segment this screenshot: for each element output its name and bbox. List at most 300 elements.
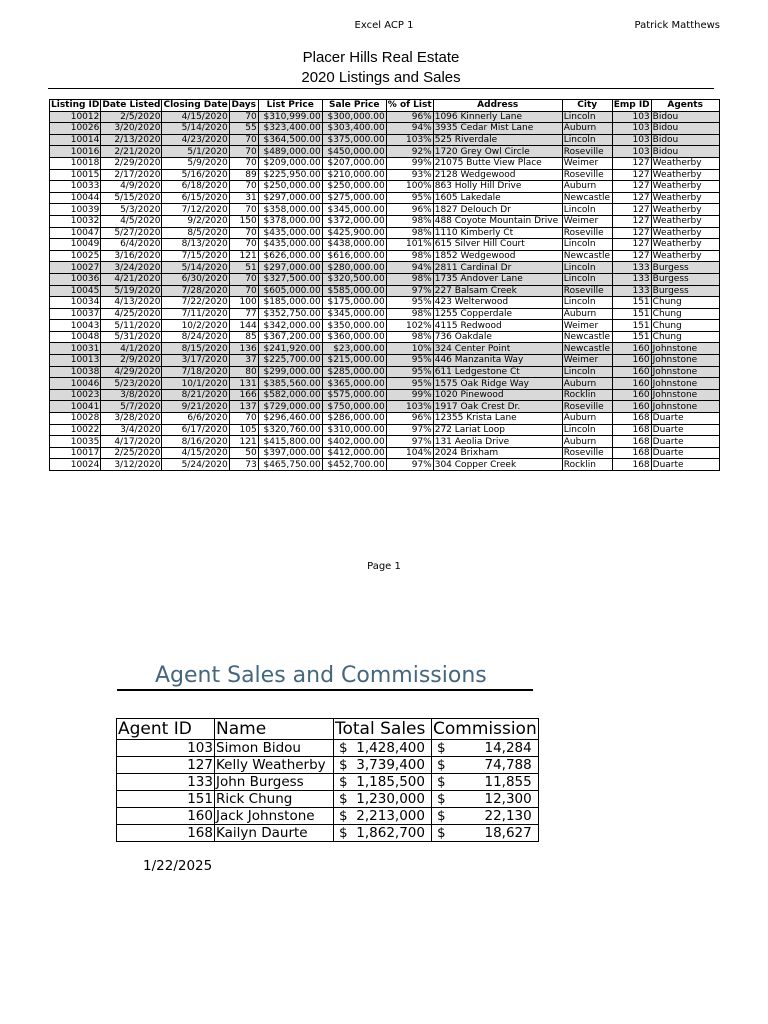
listing-cell-days: 144	[229, 320, 258, 332]
listing-row	[50, 459, 720, 471]
listing-cell-city: Weimer	[562, 355, 612, 367]
listing-cell-days: 100	[229, 297, 258, 309]
listing-cell-listed: 3/4/2020	[101, 424, 162, 436]
listing-cell-agent: Johnstone	[651, 343, 719, 355]
listing-cell-pct: 99%	[386, 157, 433, 169]
listing-cell-listed: 2/5/2020	[101, 111, 162, 123]
listing-cell-closed: 5/14/2020	[162, 123, 229, 135]
listing-cell-closed: 8/5/2020	[162, 227, 229, 239]
agent-column-header: Total Sales	[334, 719, 432, 740]
listing-cell-sale: $360,000.00	[322, 331, 386, 343]
listing-cell-days: 70	[229, 157, 258, 169]
listing-cell-emp: 127	[612, 239, 651, 251]
listing-cell-pct: 95%	[386, 297, 433, 309]
listing-cell-city: Roseville	[562, 146, 612, 158]
listing-cell-city: Lincoln	[562, 134, 612, 146]
listing-cell-id: 10026	[50, 123, 101, 135]
listing-cell-closed: 8/13/2020	[162, 239, 229, 251]
listing-cell-list: $378,000.00	[258, 215, 322, 227]
listing-cell-listed: 3/20/2020	[101, 123, 162, 135]
listing-cell-sale: $310,000.00	[322, 424, 386, 436]
listing-cell-closed: 8/16/2020	[162, 436, 229, 448]
listing-cell-emp: 103	[612, 146, 651, 158]
listing-cell-emp: 168	[612, 424, 651, 436]
listing-cell-sale: $210,000.00	[322, 169, 386, 181]
listing-cell-sale: $372,000.00	[322, 215, 386, 227]
listing-cell-emp: 151	[612, 320, 651, 332]
listing-cell-agent: Burgess	[651, 262, 719, 274]
listing-cell-closed: 5/16/2020	[162, 169, 229, 181]
listing-cell-city: Roseville	[562, 227, 612, 239]
agent-row	[117, 808, 539, 825]
listing-cell-emp: 133	[612, 262, 651, 274]
listing-row	[50, 401, 720, 413]
listing-cell-emp: 127	[612, 204, 651, 216]
listing-cell-city: Roseville	[562, 169, 612, 181]
listing-row	[50, 389, 720, 401]
listing-cell-id: 10025	[50, 250, 101, 262]
listing-row	[50, 146, 720, 158]
currency-symbol: $	[339, 791, 348, 807]
listing-cell-sale: $345,000.00	[322, 204, 386, 216]
report-title: Placer Hills Real Estate	[302, 49, 460, 66]
listings-column-header: Closing Date	[163, 100, 228, 111]
listing-cell-days: 70	[229, 134, 258, 146]
listing-cell-id: 10032	[50, 215, 101, 227]
listing-cell-listed: 2/9/2020	[101, 355, 162, 367]
listing-cell-sale: $616,000.00	[322, 250, 386, 262]
listing-cell-list: $310,999.00	[258, 111, 322, 123]
agent-row	[117, 757, 539, 774]
listing-cell-agent: Johnstone	[651, 378, 719, 390]
listing-cell-address: 525 Riverdale	[433, 134, 562, 146]
listing-cell-list: $250,000.00	[258, 181, 322, 193]
agent-row	[117, 791, 539, 808]
listing-cell-city: Lincoln	[562, 424, 612, 436]
agent-id-cell: 160	[117, 808, 215, 825]
listings-column-header: Date Listed	[102, 100, 161, 111]
listing-cell-sale: $345,000.00	[322, 308, 386, 320]
listing-cell-closed: 10/2/2020	[162, 320, 229, 332]
listing-cell-days: 51	[229, 262, 258, 274]
listing-cell-emp: 127	[612, 181, 651, 193]
listing-cell-id: 10035	[50, 436, 101, 448]
listing-cell-pct: 104%	[386, 447, 433, 459]
listing-cell-sale: $350,000.00	[322, 320, 386, 332]
listing-cell-pct: 96%	[386, 204, 433, 216]
listing-cell-address: 1852 Wedgewood	[433, 250, 562, 262]
agent-sales-value: 1,862,700	[356, 825, 425, 841]
listing-cell-agent: Weatherby	[651, 181, 719, 193]
listing-cell-address: 12355 Krista Lane	[433, 413, 562, 425]
listing-cell-agent: Duarte	[651, 447, 719, 459]
listing-cell-id: 10045	[50, 285, 101, 297]
agent-commission-cell	[432, 825, 539, 842]
listing-cell-address: 2024 Brixham	[433, 447, 562, 459]
listings-column-header: Address	[433, 100, 562, 112]
listing-cell-address: 1020 Pinewood	[433, 389, 562, 401]
listing-cell-address: 272 Lariat Loop	[433, 424, 562, 436]
listing-cell-pct: 10%	[386, 343, 433, 355]
listing-cell-emp: 127	[612, 192, 651, 204]
listing-cell-sale: $575,000.00	[322, 389, 386, 401]
listing-cell-pct: 96%	[386, 413, 433, 425]
listing-cell-sale: $365,000.00	[322, 378, 386, 390]
currency-symbol: $	[437, 757, 446, 773]
currency-symbol: $	[437, 791, 446, 807]
listing-cell-emp: 103	[612, 111, 651, 123]
listing-cell-list: $626,000.00	[258, 250, 322, 262]
listing-cell-list: $415,800.00	[258, 436, 322, 448]
listing-cell-days: 137	[229, 401, 258, 413]
listing-cell-listed: 2/13/2020	[101, 134, 162, 146]
listing-cell-days: 131	[229, 378, 258, 390]
listing-cell-city: Rocklin	[562, 389, 612, 401]
listing-row	[50, 111, 720, 123]
listing-cell-sale: $285,000.00	[322, 366, 386, 378]
listing-row	[50, 378, 720, 390]
listing-cell-pct: 103%	[386, 401, 433, 413]
listing-cell-days: 70	[229, 146, 258, 158]
listing-cell-pct: 98%	[386, 250, 433, 262]
listing-cell-closed: 9/21/2020	[162, 401, 229, 413]
listing-cell-closed: 9/2/2020	[162, 215, 229, 227]
listing-cell-closed: 4/15/2020	[162, 111, 229, 123]
listing-cell-pct: 93%	[386, 169, 433, 181]
agent-name-cell: Simon Bidou	[215, 740, 334, 757]
listing-cell-days: 70	[229, 285, 258, 297]
listing-cell-listed: 4/29/2020	[101, 366, 162, 378]
listing-cell-listed: 4/13/2020	[101, 297, 162, 309]
listing-cell-list: $364,500.00	[258, 134, 322, 146]
listings-column-header: City	[562, 100, 612, 112]
listing-cell-closed: 7/18/2020	[162, 366, 229, 378]
listings-column-header: % of List	[387, 100, 432, 111]
listing-cell-pct: 102%	[386, 320, 433, 332]
listing-cell-listed: 3/12/2020	[101, 459, 162, 471]
listing-cell-city: Lincoln	[562, 239, 612, 251]
listing-cell-list: $296,460.00	[258, 413, 322, 425]
listing-cell-listed: 5/19/2020	[101, 285, 162, 297]
listing-cell-agent: Johnstone	[651, 355, 719, 367]
listing-cell-emp: 133	[612, 285, 651, 297]
listing-cell-days: 150	[229, 215, 258, 227]
listing-cell-address: 3935 Cedar Mist Lane	[433, 123, 562, 135]
agent-commission-value: 14,284	[484, 740, 532, 756]
listing-cell-closed: 6/6/2020	[162, 413, 229, 425]
listing-cell-city: Auburn	[562, 123, 612, 135]
listing-cell-list: $397,000.00	[258, 447, 322, 459]
listing-row	[50, 157, 720, 169]
listing-cell-city: Auburn	[562, 181, 612, 193]
listing-cell-address: 1096 Kinnerly Lane	[433, 111, 562, 123]
date-stamp: 1/22/2025	[143, 858, 213, 874]
listing-cell-pct: 95%	[386, 378, 433, 390]
agent-title-divider	[117, 689, 533, 691]
listing-cell-list: $385,560.00	[258, 378, 322, 390]
listing-cell-city: Lincoln	[562, 111, 612, 123]
agent-id-cell: 127	[117, 757, 215, 774]
listing-cell-address: 1917 Oak Crest Dr.	[433, 401, 562, 413]
listing-cell-id: 10046	[50, 378, 101, 390]
currency-symbol: $	[339, 825, 348, 841]
listing-cell-closed: 7/11/2020	[162, 308, 229, 320]
listing-cell-listed: 2/17/2020	[101, 169, 162, 181]
listing-cell-emp: 160	[612, 343, 651, 355]
agent-section-title: Agent Sales and Commissions	[155, 663, 487, 688]
listing-cell-pct: 103%	[386, 134, 433, 146]
listing-cell-emp: 160	[612, 366, 651, 378]
listing-cell-pct: 98%	[386, 227, 433, 239]
listing-row	[50, 297, 720, 309]
agent-sales-cell	[334, 740, 432, 757]
listing-row	[50, 227, 720, 239]
listing-cell-agent: Weatherby	[651, 227, 719, 239]
listing-cell-id: 10041	[50, 401, 101, 413]
listing-cell-sale: $23,000.00	[322, 343, 386, 355]
listing-cell-city: Roseville	[562, 401, 612, 413]
listing-cell-sale: $450,000.00	[322, 146, 386, 158]
listings-table	[49, 99, 720, 471]
listing-cell-closed: 5/9/2020	[162, 157, 229, 169]
listing-row	[50, 355, 720, 367]
listing-row	[50, 366, 720, 378]
listing-cell-list: $299,000.00	[258, 366, 322, 378]
listing-cell-id: 10043	[50, 320, 101, 332]
listing-cell-emp: 127	[612, 169, 651, 181]
listing-cell-closed: 3/17/2020	[162, 355, 229, 367]
listing-cell-agent: Weatherby	[651, 157, 719, 169]
listing-cell-days: 105	[229, 424, 258, 436]
listing-cell-city: Auburn	[562, 308, 612, 320]
listing-cell-days: 70	[229, 239, 258, 251]
listing-cell-days: 70	[229, 413, 258, 425]
listing-cell-emp: 151	[612, 297, 651, 309]
listing-cell-emp: 151	[612, 308, 651, 320]
listing-cell-sale: $215,000.00	[322, 355, 386, 367]
listing-cell-sale: $175,000.00	[322, 297, 386, 309]
listing-cell-closed: 6/18/2020	[162, 181, 229, 193]
listing-cell-sale: $280,000.00	[322, 262, 386, 274]
listing-cell-sale: $585,000.00	[322, 285, 386, 297]
listing-cell-city: Auburn	[562, 413, 612, 425]
listing-cell-address: 2128 Wedgewood	[433, 169, 562, 181]
listing-cell-address: 304 Copper Creek	[433, 459, 562, 471]
listing-cell-id: 10017	[50, 447, 101, 459]
listing-cell-days: 55	[229, 123, 258, 135]
listings-column-header: Agents	[651, 100, 719, 112]
listing-row	[50, 250, 720, 262]
listing-cell-city: Newcastle	[562, 331, 612, 343]
listing-row	[50, 239, 720, 251]
listing-cell-id: 10022	[50, 424, 101, 436]
listing-cell-days: 70	[229, 204, 258, 216]
listings-column-header: List Price	[258, 100, 322, 112]
listings-header-row	[50, 100, 720, 112]
listing-cell-city: Weimer	[562, 157, 612, 169]
listing-cell-city: Rocklin	[562, 459, 612, 471]
listing-cell-days: 37	[229, 355, 258, 367]
listing-cell-city: Newcastle	[562, 343, 612, 355]
listing-cell-pct: 101%	[386, 239, 433, 251]
agent-commission-value: 74,788	[484, 757, 532, 773]
listing-cell-list: $209,000.00	[258, 157, 322, 169]
agent-sales-cell	[334, 825, 432, 842]
listing-cell-pct: 95%	[386, 192, 433, 204]
agent-name-cell: John Burgess	[215, 774, 334, 791]
page-header-center: Excel ACP 1	[354, 20, 414, 31]
listing-cell-list: $605,000.00	[258, 285, 322, 297]
listing-cell-list: $489,000.00	[258, 146, 322, 158]
listing-cell-sale: $250,000.00	[322, 181, 386, 193]
listing-cell-address: 423 Welterwood	[433, 297, 562, 309]
agent-commission-cell	[432, 791, 539, 808]
currency-symbol: $	[339, 808, 348, 824]
report-subtitle: 2020 Listings and Sales	[301, 69, 461, 86]
listing-cell-list: $225,700.00	[258, 355, 322, 367]
listing-cell-agent: Weatherby	[651, 204, 719, 216]
listing-cell-days: 73	[229, 459, 258, 471]
listing-row	[50, 436, 720, 448]
listing-cell-pct: 96%	[386, 111, 433, 123]
listing-cell-address: 1827 Delouch Dr	[433, 204, 562, 216]
listing-cell-list: $358,000.00	[258, 204, 322, 216]
listing-cell-emp: 103	[612, 123, 651, 135]
listing-cell-closed: 6/17/2020	[162, 424, 229, 436]
listing-cell-pct: 97%	[386, 424, 433, 436]
listing-cell-days: 31	[229, 192, 258, 204]
agent-commission-cell	[432, 774, 539, 791]
listing-cell-closed: 7/22/2020	[162, 297, 229, 309]
agent-row	[117, 774, 539, 791]
listing-cell-closed: 7/15/2020	[162, 250, 229, 262]
listing-cell-address: 2811 Cardinal Dr	[433, 262, 562, 274]
listing-cell-id: 10037	[50, 308, 101, 320]
listing-cell-agent: Johnstone	[651, 366, 719, 378]
listing-cell-listed: 4/9/2020	[101, 181, 162, 193]
listing-cell-agent: Chung	[651, 320, 719, 332]
listing-cell-id: 10012	[50, 111, 101, 123]
listing-cell-emp: 160	[612, 378, 651, 390]
listing-cell-agent: Bidou	[651, 134, 719, 146]
listing-cell-agent: Chung	[651, 297, 719, 309]
listing-cell-listed: 4/5/2020	[101, 215, 162, 227]
listing-cell-agent: Duarte	[651, 413, 719, 425]
listing-cell-sale: $300,000.00	[322, 111, 386, 123]
listings-column-header: Emp ID	[613, 100, 650, 111]
listing-cell-listed: 5/15/2020	[101, 192, 162, 204]
listing-cell-agent: Weatherby	[651, 169, 719, 181]
listing-cell-pct: 99%	[386, 389, 433, 401]
listing-cell-pct: 97%	[386, 436, 433, 448]
listing-cell-days: 121	[229, 436, 258, 448]
listing-cell-agent: Weatherby	[651, 215, 719, 227]
listing-cell-closed: 5/14/2020	[162, 262, 229, 274]
listing-cell-city: Weimer	[562, 215, 612, 227]
listing-row	[50, 123, 720, 135]
agent-name-cell: Jack Johnstone	[215, 808, 334, 825]
listing-row	[50, 192, 720, 204]
listing-cell-id: 10031	[50, 343, 101, 355]
agent-commission-cell	[432, 808, 539, 825]
agent-row	[117, 740, 539, 757]
listing-cell-listed: 3/8/2020	[101, 389, 162, 401]
currency-symbol: $	[437, 825, 446, 841]
listing-cell-id: 10027	[50, 262, 101, 274]
listing-cell-pct: 97%	[386, 459, 433, 471]
listing-row	[50, 413, 720, 425]
listing-cell-list: $327,500.00	[258, 273, 322, 285]
listing-cell-city: Lincoln	[562, 297, 612, 309]
listing-cell-agent: Burgess	[651, 285, 719, 297]
listing-cell-listed: 5/27/2020	[101, 227, 162, 239]
listing-cell-pct: 100%	[386, 181, 433, 193]
listing-cell-city: Weimer	[562, 320, 612, 332]
listing-cell-emp: 160	[612, 355, 651, 367]
listing-cell-emp: 133	[612, 273, 651, 285]
listing-row	[50, 308, 720, 320]
agent-commission-value: 12,300	[484, 791, 532, 807]
listing-cell-list: $582,000.00	[258, 389, 322, 401]
listing-cell-listed: 3/24/2020	[101, 262, 162, 274]
agent-sales-cell	[334, 808, 432, 825]
listing-cell-closed: 8/15/2020	[162, 343, 229, 355]
listings-column-header: Listing ID	[51, 100, 100, 111]
listing-cell-days: 166	[229, 389, 258, 401]
listing-cell-city: Auburn	[562, 378, 612, 390]
listing-cell-sale: $412,000.00	[322, 447, 386, 459]
listing-cell-listed: 5/23/2020	[101, 378, 162, 390]
listing-cell-listed: 5/7/2020	[101, 401, 162, 413]
listing-cell-pct: 95%	[386, 366, 433, 378]
listing-cell-days: 70	[229, 227, 258, 239]
listing-cell-list: $225,950.00	[258, 169, 322, 181]
listing-cell-closed: 10/1/2020	[162, 378, 229, 390]
listing-cell-emp: 160	[612, 401, 651, 413]
listing-cell-id: 10015	[50, 169, 101, 181]
listing-cell-address: 446 Manzanita Way	[433, 355, 562, 367]
listing-cell-address: 227 Balsam Creek	[433, 285, 562, 297]
listing-row	[50, 215, 720, 227]
listing-cell-id: 10044	[50, 192, 101, 204]
listing-cell-id: 10016	[50, 146, 101, 158]
listing-cell-city: Lincoln	[562, 366, 612, 378]
listing-cell-days: 136	[229, 343, 258, 355]
listing-cell-emp: 127	[612, 157, 651, 169]
listing-row	[50, 320, 720, 332]
agent-id-cell: 151	[117, 791, 215, 808]
listing-cell-agent: Duarte	[651, 459, 719, 471]
listing-cell-sale: $438,000.00	[322, 239, 386, 251]
currency-symbol: $	[437, 808, 446, 824]
listing-cell-days: 70	[229, 111, 258, 123]
listing-cell-id: 10049	[50, 239, 101, 251]
listing-cell-list: $241,920.00	[258, 343, 322, 355]
listing-cell-address: 21075 Butte View Place	[433, 157, 562, 169]
listing-row	[50, 273, 720, 285]
listing-row	[50, 424, 720, 436]
listing-cell-pct: 98%	[386, 331, 433, 343]
listing-cell-city: Lincoln	[562, 273, 612, 285]
agent-sales-value: 1,428,400	[356, 740, 425, 756]
listing-cell-sale: $402,000.00	[322, 436, 386, 448]
listing-cell-days: 70	[229, 181, 258, 193]
listing-cell-address: 615 Silver Hill Court	[433, 239, 562, 251]
listing-cell-id: 10039	[50, 204, 101, 216]
agent-commission-value: 22,130	[484, 808, 532, 824]
listing-cell-id: 10018	[50, 157, 101, 169]
agent-sales-value: 3,739,400	[356, 757, 425, 773]
